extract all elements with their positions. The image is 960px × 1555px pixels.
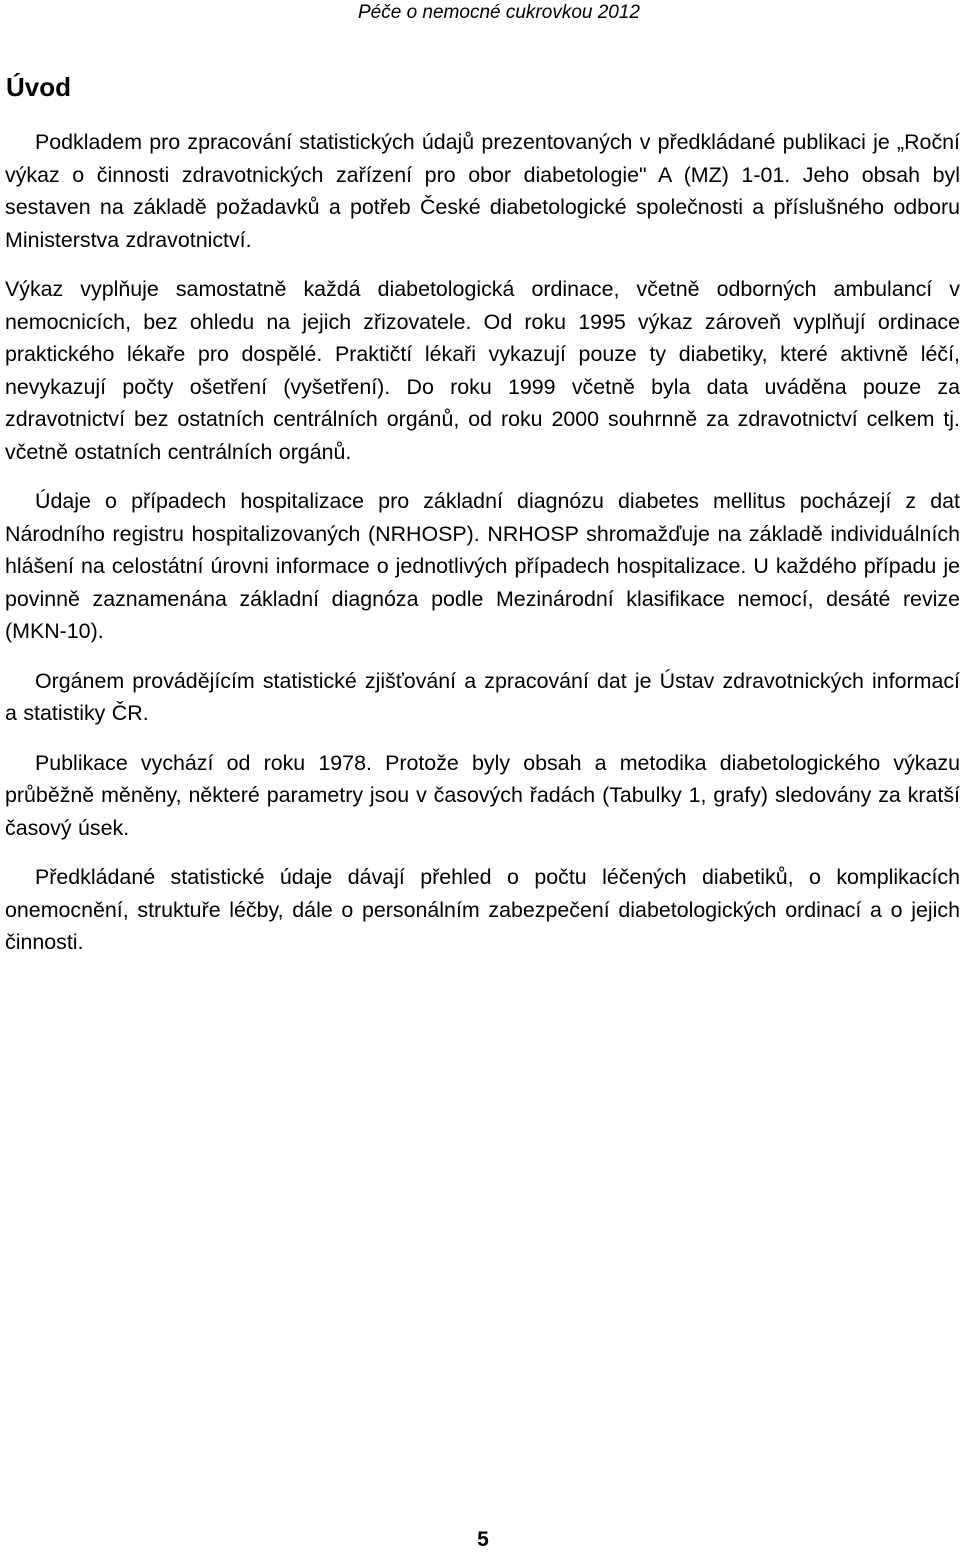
paragraph-hospitalization: Údaje o případech hospitalizace pro základní diagnózu diabetes mellitus pocházejí z dat Národního registru hospitalizovaných (NRHOSP). NRHOSP shromažďuje na základě individuálních hlášení na celostátní úrovni informace o jednotlivých případech hospitalizace. U každého případu je povinně zaznamenána základní diagnóza podle Mezinárodní klasifikace nemocí, desáté revize (MKN-10). bbox=[5, 489, 960, 643]
paragraph-sources: Podkladem pro zpracování statistických údajů prezentovaných v předkládané publikaci je „Roční výkaz o činnosti zdravotnických zařízení pro obor diabetologie" A (MZ) 1-01. Jeho obsah byl sestaven na základě požadavků a potřeb České diabetologické společnosti a příslušného odboru Ministerstva zdravotnictví. bbox=[5, 130, 960, 252]
paragraph-report-scope: Výkaz vyplňuje samostatně každá diabetologická ordinace, včetně odborných ambulancí v nemocnicích, bez ohledu na jejich zřizovatele. Od roku 1995 výkaz zároveň vyplňují ordinace praktického lékaře pro dospělé. Praktičtí lékaři vykazují pouze ty diabetiky, které aktivně léčí, nevykazují počty ošetření (vyšetření). Do roku 1999 včetně byla data uváděna pouze za zdravotnictví bez ostatních centrálních orgánů, od roku 2000 souhrnně za zdravotnictví celkem tj. včetně ostatních centrálních orgánů. bbox=[5, 277, 960, 464]
page-number: 5 bbox=[477, 1528, 489, 1551]
document-body bbox=[5, 126, 960, 976]
paragraph-publication-history: Publikace vychází od roku 1978. Protože byly obsah a metodika diabetologického výkazu průběžně měněny, některé parametry jsou v časových řadách (Tabulky 1, grafy) sledovány za kratší časový úsek. bbox=[5, 750, 960, 840]
paragraph-authority: Orgánem provádějícím statistické zjišťování a zpracování dat je Ústav zdravotnických informací a statistiky ČR. bbox=[5, 668, 960, 725]
running-header: Péče o nemocné cukrovkou 2012 bbox=[357, 2, 640, 23]
section-title: Úvod bbox=[6, 72, 71, 102]
paragraph-overview: Předkládané statistické údaje dávají přehled o počtu léčených diabetiků, o komplikacích onemocnění, struktuře léčby, dále o personálním zabezpečení diabetologických ordinací a o jejich činnosti. bbox=[5, 865, 960, 954]
